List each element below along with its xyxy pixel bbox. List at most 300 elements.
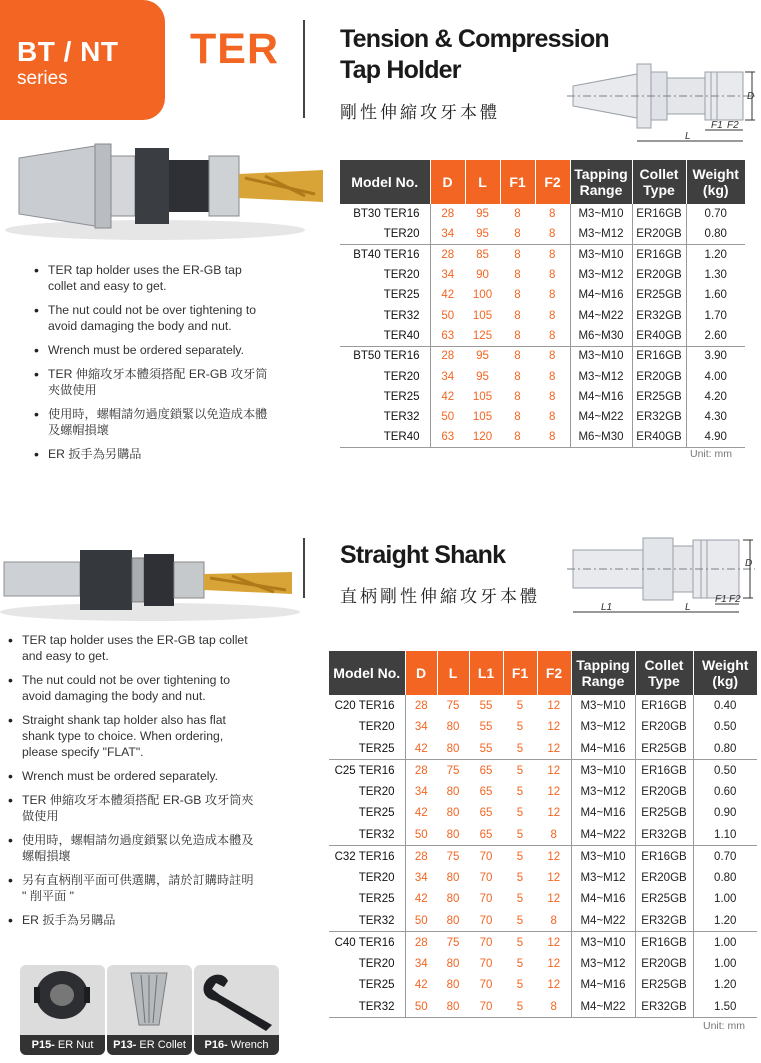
table-cell: 12 — [547, 785, 561, 798]
table-cell: 4.30 — [686, 407, 745, 427]
table-row — [340, 407, 745, 427]
accessory-caption: P13- ER Collet — [107, 1035, 192, 1055]
model-cell: TER25 — [358, 742, 395, 755]
section2-title: Straight Shank — [340, 541, 506, 569]
feature-item: • 另有直柄削平面可供選購，請於訂購時註明 " 削平面 " — [4, 872, 259, 904]
accessory-caption: P16- Wrench — [194, 1035, 279, 1055]
section1-spec-table — [340, 160, 745, 448]
feature-item: • TER 伸縮攻牙本體須搭配 ER-GB 攻牙筒夾做使用 — [30, 366, 270, 398]
table-cell: M4~M16 — [571, 975, 635, 997]
table-cell: M3~M12 — [571, 717, 635, 739]
table-row — [329, 760, 757, 782]
table-cell: M4~M22 — [571, 824, 635, 846]
dim-label-l: L — [685, 131, 691, 142]
table-cell: 80 — [446, 979, 460, 992]
table-cell: M4~M16 — [571, 738, 635, 760]
table-cell: 34 — [430, 366, 465, 386]
table-cell: 5 — [516, 785, 524, 798]
table-cell: 65 — [469, 760, 503, 782]
table-cell: 70 — [479, 871, 493, 884]
table-cell: 70 — [479, 979, 493, 992]
section2-subtitle: 直柄剛性伸縮攻牙本體 — [340, 587, 540, 606]
model-cell: TER20 — [383, 228, 420, 241]
table-cell: M4~M22 — [571, 910, 635, 932]
table-cell: 8 — [535, 245, 570, 265]
section1-subtitle: 剛性伸縮攻牙本體 — [340, 103, 500, 122]
accessory-wrench[interactable] — [194, 965, 279, 1055]
table-cell: 70 — [479, 914, 493, 927]
table-cell: 1.00 — [693, 953, 757, 975]
table-cell: M3~M10 — [571, 932, 635, 954]
section1-title-line1: Tension & Compression — [340, 25, 609, 53]
table-cell: 70 — [469, 932, 503, 954]
table-cell: ER40GB — [632, 326, 686, 346]
model-cell: C32 TER16 — [329, 846, 405, 868]
table-cell: 63 — [430, 326, 465, 346]
table-cell: 34 — [405, 867, 437, 889]
table-cell: 85 — [465, 245, 500, 265]
table-row — [340, 204, 745, 224]
dim-label-l: L — [685, 602, 691, 613]
col-header: F1 — [500, 160, 535, 204]
table-cell: M3~M10 — [571, 846, 635, 868]
table-cell: 2.60 — [686, 326, 745, 346]
table-row — [329, 996, 757, 1018]
table-cell: 12 — [547, 871, 561, 884]
table-cell: 100 — [472, 289, 493, 302]
wrench-icon — [194, 965, 279, 1035]
col-header: Model No. — [329, 651, 405, 695]
table-cell: 28 — [430, 245, 465, 265]
table-cell: 1.20 — [686, 245, 745, 265]
series-badge — [0, 0, 165, 120]
table-cell: 5 — [516, 699, 524, 712]
table-row — [329, 846, 757, 868]
table-cell: 1.50 — [693, 996, 757, 1018]
section2-feature-list — [4, 632, 259, 928]
table-cell: 1.00 — [693, 932, 757, 954]
col-header: L1 — [469, 651, 503, 695]
table-cell: 8 — [549, 269, 556, 282]
table-row — [329, 953, 757, 975]
table-row — [329, 932, 757, 954]
table-cell: 50 — [430, 407, 465, 427]
table-cell: 8 — [514, 370, 521, 383]
table-cell: M3~M12 — [571, 867, 635, 889]
model-cell: TER20 — [358, 785, 395, 798]
table-cell: 12 — [547, 807, 561, 820]
col-header: L — [465, 160, 500, 204]
dim-label-l1: L1 — [601, 602, 613, 613]
table-cell: 8 — [514, 390, 521, 403]
table-cell: 95 — [476, 228, 489, 241]
table-cell: 5 — [516, 957, 524, 970]
model-cell: TER25 — [383, 390, 420, 403]
table-cell: 0.70 — [686, 204, 745, 224]
table-cell: 5 — [516, 721, 524, 734]
table-cell: 70 — [479, 893, 493, 906]
table-cell: 95 — [465, 346, 500, 366]
table-cell: ER32GB — [632, 407, 686, 427]
feature-item: • Wrench must be ordered separately. — [30, 342, 270, 358]
table-cell: 50 — [405, 910, 437, 932]
table-cell: ER20GB — [635, 953, 693, 975]
table-cell: 95 — [476, 370, 489, 383]
table-cell: 28 — [405, 846, 437, 868]
accessory-er-nut[interactable] — [20, 965, 105, 1055]
table-cell: M3~M12 — [571, 781, 635, 803]
table-cell: 0.70 — [693, 846, 757, 868]
table-cell: 4.90 — [686, 427, 745, 447]
table-cell: 65 — [479, 785, 493, 798]
table-cell: 8 — [549, 289, 556, 302]
series-badge-subtitle: series — [17, 68, 68, 89]
table-cell: 5 — [503, 996, 537, 1018]
feature-item: • The nut could not be over tightening to avoid damaging the body and nut. — [30, 302, 270, 334]
table-cell: 12 — [547, 742, 561, 755]
table-cell: 63 — [430, 427, 465, 447]
table-cell: 42 — [405, 738, 437, 760]
table-cell: M3~M10 — [570, 204, 632, 224]
table-cell: 5 — [516, 828, 524, 841]
table-cell: 55 — [479, 742, 493, 755]
table-cell: M4~M22 — [570, 305, 632, 325]
table-row — [329, 781, 757, 803]
table-cell: 0.50 — [693, 760, 757, 782]
table-cell: 42 — [405, 975, 437, 997]
table-cell: 75 — [437, 846, 469, 868]
model-cell: TER32 — [358, 828, 395, 841]
table-cell: 8 — [537, 996, 571, 1018]
table-cell: 4.00 — [686, 366, 745, 386]
table-cell: M3~M12 — [570, 224, 632, 244]
table-row — [340, 427, 745, 447]
table-cell: 65 — [479, 828, 493, 841]
table-cell: 1.70 — [686, 305, 745, 325]
table-cell: 80 — [446, 871, 460, 884]
table-cell: ER20GB — [635, 867, 693, 889]
table-cell: 70 — [469, 996, 503, 1018]
dim-label-f1: F1 — [715, 594, 727, 605]
table-cell: ER32GB — [632, 305, 686, 325]
table-cell: 5 — [516, 871, 524, 884]
table-cell: 28 — [430, 204, 465, 224]
table-cell: ER20GB — [632, 366, 686, 386]
table-cell: 0.80 — [686, 224, 745, 244]
table-row — [329, 889, 757, 911]
table-cell: 80 — [446, 807, 460, 820]
feature-item: • ER 扳手為另購品 — [30, 446, 270, 462]
accessory-er-collet[interactable] — [107, 965, 192, 1055]
table-cell: ER25GB — [635, 889, 693, 911]
table-cell: 42 — [430, 387, 465, 407]
table-cell: M4~M22 — [571, 996, 635, 1018]
bt-holder-dimension-diagram — [565, 48, 757, 148]
table-cell: 42 — [405, 803, 437, 825]
table-cell: 28 — [405, 760, 437, 782]
table-cell: M3~M12 — [570, 265, 632, 285]
table-cell: M4~M16 — [570, 387, 632, 407]
table-cell: 12 — [547, 957, 561, 970]
table-row — [340, 224, 745, 244]
table-cell: ER16GB — [635, 846, 693, 868]
table-cell: 28 — [405, 932, 437, 954]
table-row — [340, 305, 745, 325]
product-code: TER — [190, 25, 279, 73]
table-cell: 1.00 — [693, 889, 757, 911]
table-cell: 75 — [437, 760, 469, 782]
model-cell: BT50 TER16 — [340, 346, 430, 366]
col-header: Collet Type — [635, 651, 693, 695]
straight-shank-tap-holder-image — [0, 540, 300, 622]
col-header: F1 — [503, 651, 537, 695]
table-cell: 80 — [446, 893, 460, 906]
table-cell: 8 — [514, 309, 521, 322]
table-cell: ER20GB — [635, 781, 693, 803]
table-cell: 34 — [405, 717, 437, 739]
table-cell: 8 — [514, 329, 521, 342]
table-cell: 8 — [535, 427, 570, 447]
model-cell: TER20 — [358, 957, 395, 970]
table-cell: 12 — [537, 760, 571, 782]
table-row — [329, 717, 757, 739]
table-cell: 8 — [514, 269, 521, 282]
straight-shank-dimension-diagram — [565, 530, 757, 620]
feature-item: • ER 扳手為另購品 — [4, 912, 259, 928]
table-cell: M3~M10 — [571, 760, 635, 782]
table-cell: 12 — [547, 721, 561, 734]
col-header: Weight (kg) — [686, 160, 745, 204]
table-cell: 12 — [547, 893, 561, 906]
table-cell: M4~M16 — [570, 285, 632, 305]
table-cell: 125 — [472, 329, 493, 342]
table-cell: 5 — [503, 932, 537, 954]
table-cell: ER16GB — [632, 346, 686, 366]
col-header: Collet Type — [632, 160, 686, 204]
table-row — [329, 824, 757, 846]
er-collet-icon — [107, 965, 192, 1035]
feature-item: • The nut could not be over tightening to avoid damaging the body and nut. — [4, 672, 259, 704]
table-cell: ER25GB — [635, 975, 693, 997]
table-row — [340, 245, 745, 265]
table-cell: ER16GB — [635, 932, 693, 954]
table-cell: 80 — [446, 828, 460, 841]
table-cell: 5 — [516, 979, 524, 992]
table-cell: M4~M22 — [570, 407, 632, 427]
table-cell: 8 — [549, 309, 556, 322]
table-cell: 50 — [405, 996, 437, 1018]
table-cell: 0.90 — [693, 803, 757, 825]
table-cell: 80 — [446, 785, 460, 798]
feature-item: • TER tap holder uses the ER-GB tap collet and easy to get. — [4, 632, 259, 664]
table-cell: 8 — [549, 208, 556, 221]
table-cell: 8 — [514, 289, 521, 302]
table-cell: 1.60 — [686, 285, 745, 305]
table-cell: 8 — [549, 228, 556, 241]
table-cell: 5 — [516, 742, 524, 755]
table-cell: ER25GB — [632, 387, 686, 407]
table-cell: 42 — [405, 889, 437, 911]
table-cell: ER16GB — [632, 204, 686, 224]
table-cell: 0.80 — [693, 738, 757, 760]
table-cell: 80 — [437, 996, 469, 1018]
model-cell: TER40 — [340, 427, 430, 447]
table-cell: 8 — [535, 346, 570, 366]
table-cell: 4.20 — [686, 387, 745, 407]
table-cell: 1.20 — [693, 975, 757, 997]
table-row — [329, 738, 757, 760]
table-cell: 5 — [516, 807, 524, 820]
col-header: F2 — [537, 651, 571, 695]
dim-label-f2: F2 — [729, 594, 741, 605]
table-cell: 34 — [430, 224, 465, 244]
table-row — [340, 387, 745, 407]
table-cell: ER25GB — [632, 285, 686, 305]
model-cell: TER25 — [358, 979, 395, 992]
table-cell: ER32GB — [635, 910, 693, 932]
table-cell: 12 — [537, 932, 571, 954]
table-cell: 8 — [514, 228, 521, 241]
table-cell: 5 — [503, 846, 537, 868]
table-cell: 8 — [549, 329, 556, 342]
table-cell: 5 — [503, 760, 537, 782]
table-cell: 3.90 — [686, 346, 745, 366]
table-cell: 8 — [500, 346, 535, 366]
table-cell: 8 — [549, 390, 556, 403]
table-cell: M3~M10 — [570, 245, 632, 265]
model-cell: TER32 — [358, 914, 395, 927]
table-cell: 75 — [437, 932, 469, 954]
table-cell: 50 — [430, 305, 465, 325]
table-row — [329, 867, 757, 889]
table-row — [329, 803, 757, 825]
table-row — [340, 346, 745, 366]
table-cell: 34 — [430, 265, 465, 285]
feature-item: • Wrench must be ordered separately. — [4, 768, 259, 784]
dim-label-d: D — [745, 558, 753, 569]
table-row — [329, 910, 757, 932]
table-cell: 0.40 — [693, 695, 757, 717]
table-cell: 65 — [479, 807, 493, 820]
table-cell: ER16GB — [632, 245, 686, 265]
table-cell: M6~M30 — [570, 326, 632, 346]
dim-label-f1: F1 — [711, 120, 723, 131]
model-cell: TER32 — [329, 996, 405, 1018]
table-cell: 70 — [469, 846, 503, 868]
table-cell: 1.30 — [686, 265, 745, 285]
table-cell: ER20GB — [632, 224, 686, 244]
table-cell: 8 — [514, 411, 521, 424]
table-row — [340, 366, 745, 386]
table-cell: 105 — [472, 411, 493, 424]
table-cell: 8 — [514, 208, 521, 221]
model-cell: TER20 — [358, 721, 395, 734]
model-cell: C20 TER16 — [334, 699, 395, 712]
feature-item: • 使用時，螺帽請勿過度鎖緊以免造成本體及螺帽損壞 — [30, 406, 270, 438]
model-cell: TER25 — [358, 807, 395, 820]
table-cell: M3~M10 — [571, 695, 635, 717]
model-cell: TER20 — [383, 269, 420, 282]
table-row — [340, 326, 745, 346]
table-cell: ER20GB — [632, 265, 686, 285]
section1-title-line2: Tap Holder — [340, 56, 461, 84]
section2-divider — [303, 538, 305, 598]
table-cell: 8 — [550, 828, 557, 841]
table-cell: M4~M16 — [571, 889, 635, 911]
model-cell: TER20 — [358, 871, 395, 884]
table-cell: 55 — [479, 699, 493, 712]
table-cell: ER16GB — [635, 695, 693, 717]
col-header: F2 — [535, 160, 570, 204]
model-cell: BT30 TER16 — [353, 208, 420, 221]
table-cell: 0.50 — [693, 717, 757, 739]
table-cell: ER25GB — [635, 803, 693, 825]
bt-tap-holder-image — [5, 130, 330, 245]
table-cell: ER32GB — [635, 996, 693, 1018]
table-cell: 0.80 — [693, 867, 757, 889]
series-badge-title: BT / NT — [17, 36, 119, 67]
model-cell: BT40 TER16 — [340, 245, 430, 265]
table-cell: 34 — [405, 953, 437, 975]
table-cell: 28 — [430, 346, 465, 366]
table-cell: 50 — [405, 824, 437, 846]
table-cell: 42 — [430, 285, 465, 305]
col-header: D — [430, 160, 465, 204]
col-header: Model No. — [340, 160, 430, 204]
table-cell: 80 — [446, 721, 460, 734]
model-cell: C25 TER16 — [329, 760, 405, 782]
table-cell: 80 — [446, 742, 460, 755]
table-cell: ER40GB — [632, 427, 686, 447]
section1-feature-list — [30, 262, 270, 462]
model-cell: TER32 — [383, 309, 420, 322]
col-header: L — [437, 651, 469, 695]
er-nut-icon — [20, 965, 105, 1035]
header-divider — [303, 20, 305, 118]
section2-unit-note: Unit: mm — [703, 1020, 745, 1032]
section2-spec-table — [329, 651, 757, 1018]
table-cell: 105 — [472, 309, 493, 322]
table-cell: M3~M10 — [570, 346, 632, 366]
dim-label-f2: F2 — [727, 120, 739, 131]
accessory-caption: P15- ER Nut — [20, 1035, 105, 1055]
table-cell: ER32GB — [635, 824, 693, 846]
table-cell: 95 — [476, 208, 489, 221]
table-row — [340, 265, 745, 285]
table-cell: 12 — [547, 699, 561, 712]
table-cell: 5 — [516, 914, 524, 927]
table-cell: 90 — [476, 269, 489, 282]
table-cell: ER16GB — [635, 760, 693, 782]
dim-label-d: D — [747, 91, 755, 102]
table-cell: 1.10 — [693, 824, 757, 846]
table-cell: 75 — [446, 699, 460, 712]
table-cell: 8 — [550, 914, 557, 927]
feature-item: • 使用時，螺帽請勿過度鎖緊以免造成本體及螺帽損壞 — [4, 832, 259, 864]
feature-item: • TER tap holder uses the ER-GB tap collet and easy to get. — [30, 262, 270, 294]
table-cell: 5 — [516, 893, 524, 906]
table-cell: 12 — [537, 846, 571, 868]
table-cell: ER20GB — [635, 717, 693, 739]
feature-item: • Straight shank tap holder also has flat shank type to choice. When ordering, please specify "FLAT". — [4, 712, 259, 760]
table-cell: 12 — [547, 979, 561, 992]
table-cell: 0.60 — [693, 781, 757, 803]
table-cell: 80 — [446, 914, 460, 927]
table-cell: 8 — [549, 411, 556, 424]
table-cell: M6~M30 — [570, 427, 632, 447]
accessory-strip — [20, 965, 279, 1055]
table-cell: 120 — [465, 427, 500, 447]
